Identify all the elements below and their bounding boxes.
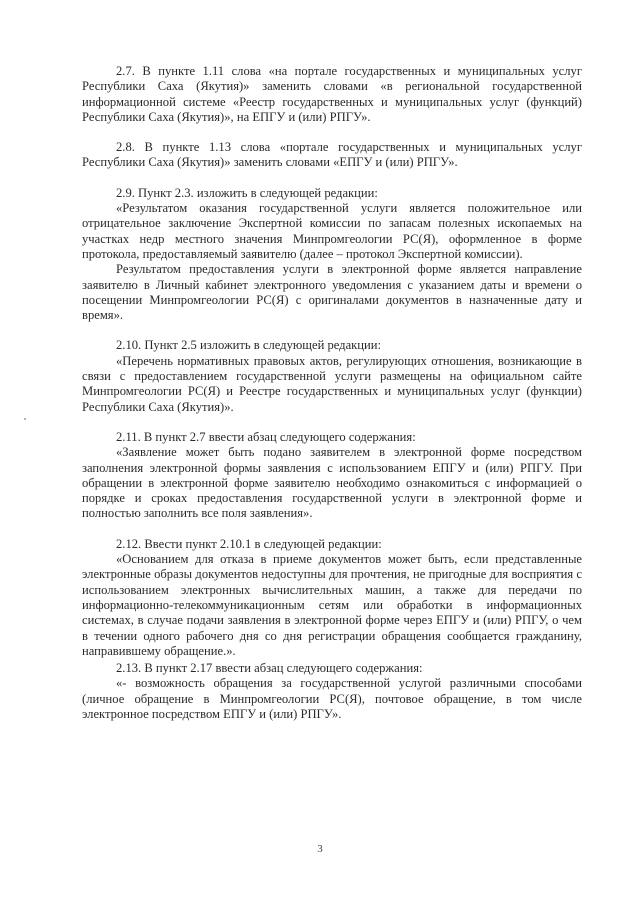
paragraph-2-12-heading: 2.12. Ввести пункт 2.10.1 в следующей редакции:: [116, 536, 382, 551]
paragraph-2-9-heading: 2.9. Пункт 2.3. изложить в следующей редакции:: [116, 185, 378, 200]
paragraph-2-9-electronic: Результатом предоставления услуги в электронной форме является направление заявителю в Личный кабинет электронного уведомления с указанием даты и времени о посещении Минпромгеологии РС(Я) с оригиналами документов в назначенные дату и время».: [82, 262, 582, 323]
paragraph-2-13-heading: 2.13. В пункт 2.17 ввести абзац следующего содержания:: [116, 661, 423, 676]
paragraph-2-8: 2.8. В пункте 1.13 слова «портале государственных и муниципальных услуг Республики Саха (Якутия)» заменить словами «ЕПГУ и (или) РПГУ».: [82, 140, 582, 170]
paragraph-2-13-text: «- возможность обращения за государственной услугой различными способами (личное обращение в Минпромгеологии РС(Я), почтовое обращение, в том числе электронное посредством ЕПГУ и (или) РПГУ».: [82, 676, 582, 721]
paragraph-2-10-text: «Перечень нормативных правовых актов, регулирующих отношения, возникающие в связи с предоставлением государственной услуги размещены на официальном сайте Минпромгеологии РС(Я) и Реестре государственных и муниципальных услуг (функции) Республики Саха (Якутия)».: [82, 353, 582, 414]
page-number: 3: [317, 843, 323, 855]
paragraph-2-7: 2.7. В пункте 1.11 слова «на портале государственных и муниципальных услуг Республики Саха (Якутия)» заменить словами «в региональной государственной информационной системе «Реестр государственных и муниципальных услуг (функций) Республики Саха (Якутия)», на ЕПГУ и (или) РПГУ».: [82, 64, 582, 124]
paragraph-2-11-text: «Заявление может быть подано заявителем в электронной форме посредством заполнения электронной формы заявления с использованием ЕПГУ и (или) РПГУ. При обращении в электронной форме заявителю необходимо ознакомиться с информацией о порядке и сроках предоставления государственной услуги в электронной форме и полностью заполнить все поля заявления».: [82, 445, 582, 521]
paragraph-2-12-text: «Основанием для отказа в приеме документов может быть, если представленные электронные образы документов недоступны для прочтения, не пригодные для восприятия с использованием электронных вычислительных машин, а также для передачи по информационно-телекоммуникационным сетям или обработки в информационных системах, в случае подачи заявления в электронной форме через ЕПГУ и (или) РПГУ, о чем в течении одного рабочего дня со дня регистрации обращения сообщается гражданину, направившему обращение.».: [82, 552, 582, 658]
paragraph-2-9-result: «Результатом оказания государственной услуги является положительное или отрицательное заключение Экспертной комиссии по запасам полезных ископаемых на участках недр местного значения Минпромгеологии РС(Я), оформленное в форме протокола, предоставляемый заявителю (далее – протокол Экспертной комиссии).: [82, 201, 582, 261]
scan-speck: [24, 418, 26, 420]
paragraph-2-10-heading: 2.10. Пункт 2.5 изложить в следующей редакции:: [116, 338, 382, 353]
paragraph-2-11-heading: 2.11. В пункт 2.7 ввести абзац следующего содержания:: [116, 429, 416, 444]
